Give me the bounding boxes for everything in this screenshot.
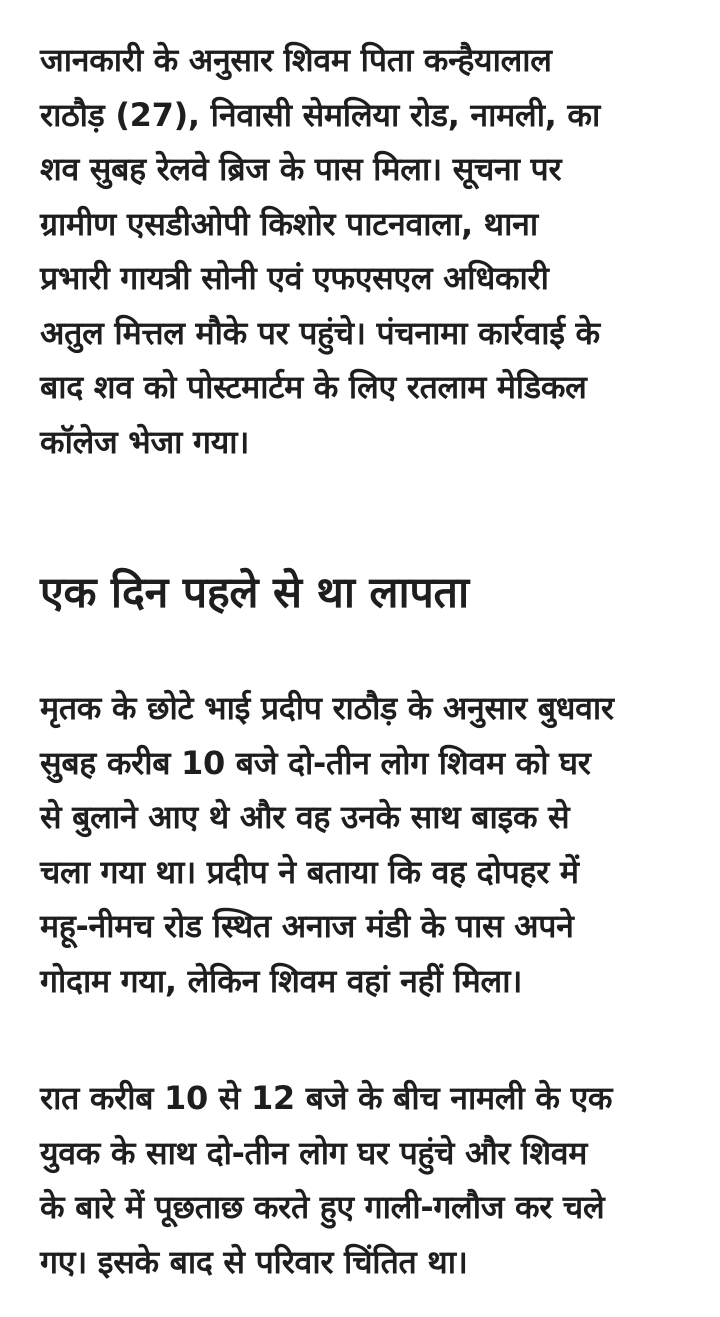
text-line: युवक के साथ दो-तीन लोग घर पहुंचे और शिवम [40,1133,588,1172]
text-line: शव सुबह रेलवे ब्रिज के पास मिला। सूचना पर [40,150,562,188]
text-line: गए। इसके बाद से परिवार चिंतित था। [40,1242,468,1281]
section-subheading: एक दिन पहले से था लापता [40,568,469,618]
text-line: राठौड़ (27), निवासी सेमलिया रोड, नामली, का [40,95,600,134]
paragraph-body-2 [40,681,614,1008]
text-line: के बारे में पूछताछ करते हुए गाली-गलौज कर चले [40,1188,605,1226]
text-line: कॉलेज भेजा गया। [40,422,250,461]
text-line: गोदाम गया, लेकिन शिवम वहां नहीं मिला। [40,961,523,1000]
text-line: रात करीब 10 से 12 बजे के बीच नामली के एक [40,1079,613,1117]
paragraph-body-1 [40,33,600,469]
text-line: ग्रामीण एसडीओपी किशोर पाटनवाला, थाना [40,204,538,243]
text-line: अतुल मित्तल मौके पर पहुंचे। पंचनामा कार्रवाई के [40,313,600,352]
paragraph-body-3 [40,1071,612,1289]
text-line: सुबह करीब 10 बजे दो-तीन लोग शिवम को घर [40,743,591,782]
text-line: महू-नीमच रोड स्थित अनाज मंडी के पास अपने [40,907,574,945]
text-line: मृतक के छोटे भाई प्रदीप राठौड़ के अनुसार बुधवार [40,689,614,727]
text-line: जानकारी के अनुसार शिवम पिता कन्हैयालाल [40,41,552,79]
text-line: बाद शव को पोस्टमार्टम के लिए रतलाम मेडिकल [40,368,587,406]
text-line: प्रभारी गायत्री सोनी एवं एफएसएल अधिकारी [40,259,549,297]
text-line: चला गया था। प्रदीप ने बताया कि वह दोपहर में [40,852,579,891]
text-line: से बुलाने आए थे और वह उनके साथ बाइक से [40,798,570,836]
